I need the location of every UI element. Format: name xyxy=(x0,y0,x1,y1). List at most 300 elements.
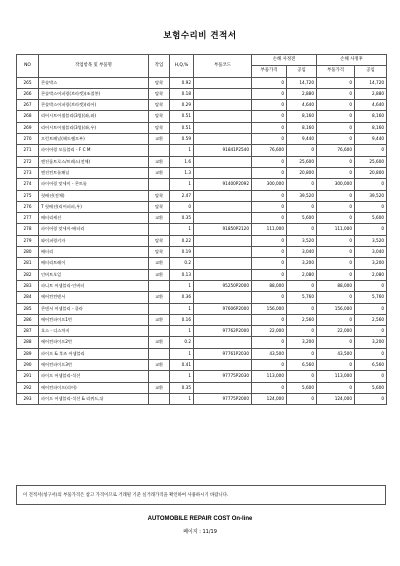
cell-hq: 0.22 xyxy=(170,235,194,246)
cell-before-labor: 6,560 xyxy=(287,360,317,371)
cell-after-part-price: 0 xyxy=(317,201,355,212)
cell-work: 교환 xyxy=(149,337,170,348)
cell-work xyxy=(149,393,170,404)
cell-after-labor: 39,520 xyxy=(355,190,387,201)
cell-before-part-price: 0 xyxy=(252,360,287,371)
cell-no: 284 xyxy=(17,292,39,303)
cell-before-labor: 0 xyxy=(287,348,317,359)
cell-no: 288 xyxy=(17,337,39,348)
cell-after-labor: 6,560 xyxy=(355,360,387,371)
cell-before-part-price: 88,000 xyxy=(252,280,287,291)
cell-before-part-price: 0 xyxy=(252,269,287,280)
cell-after-part-price: 0 xyxy=(317,235,355,246)
cell-before-labor: 0 xyxy=(287,201,317,212)
cell-item: 에어컨파이프3번 xyxy=(39,360,149,371)
cell-hq: 1 xyxy=(170,371,194,382)
table-row xyxy=(17,190,387,201)
cell-code xyxy=(194,337,252,348)
cell-before-part-price: 0 xyxy=(252,77,287,88)
cell-item: 파이어링 모듈블리 - F C M xyxy=(39,145,149,156)
cell-hq: 1.6 xyxy=(170,156,194,167)
cell-hq: 0.18 xyxy=(170,88,194,99)
cell-before-part-price: 0 xyxy=(252,258,287,269)
cell-item: 콘솔박스 xyxy=(39,77,149,88)
cell-item: 에어컨파이프2번 xyxy=(39,337,149,348)
cell-hq: 0.41 xyxy=(170,360,194,371)
cell-after-part-price: 0 xyxy=(317,292,355,303)
cell-before-labor: 0 xyxy=(287,145,317,156)
cell-after-part-price: 111,000 xyxy=(317,224,355,235)
table-row xyxy=(17,235,387,246)
cell-before-labor: 0 xyxy=(287,179,317,190)
cell-before-part-price: 0 xyxy=(252,247,287,258)
cell-item: 엔진룸트로스/트레스(전체) xyxy=(39,156,149,167)
cell-before-labor: 8,160 xyxy=(287,111,317,122)
cell-hq: 0.35 xyxy=(170,213,194,224)
cell-before-part-price: 43,500 xyxy=(252,348,287,359)
cell-after-labor: 25,600 xyxy=(355,156,387,167)
cell-work xyxy=(149,179,170,190)
cell-before-part-price: 0 xyxy=(252,314,287,325)
cell-work: 탈착 xyxy=(149,100,170,111)
cell-item: 배터리트레이 xyxy=(39,258,149,269)
cell-work: 교환 xyxy=(149,382,170,393)
cell-hq: 0.59 xyxy=(170,134,194,145)
cell-before-part-price: 22,000 xyxy=(252,326,287,337)
cell-work xyxy=(149,145,170,156)
cell-item: 파니트 어셈블리-인버터 xyxy=(39,280,149,291)
cell-hq: 0.16 xyxy=(170,314,194,325)
cell-after-part-price: 0 xyxy=(317,77,355,88)
cell-before-part-price: 0 xyxy=(252,235,287,246)
cell-work xyxy=(149,348,170,359)
cell-after-part-price: 156,000 xyxy=(317,303,355,314)
cell-before-part-price: 0 xyxy=(252,156,287,167)
cell-work xyxy=(149,303,170,314)
cell-before-labor: 9,440 xyxy=(287,134,317,145)
cell-before-labor: 2,560 xyxy=(287,314,317,325)
cell-work: 교환 xyxy=(149,156,170,167)
cell-hq: 1.3 xyxy=(170,167,194,178)
cell-code xyxy=(194,314,252,325)
cell-after-part-price: 300,000 xyxy=(317,179,355,190)
cell-after-labor: 0 xyxy=(355,280,387,291)
cell-no: 265 xyxy=(17,77,39,88)
cell-after-part-price: 76,600 xyxy=(317,145,355,156)
header-after-part-price: 부품가격 xyxy=(317,66,355,77)
cell-hq: 1 xyxy=(170,145,194,156)
cell-before-labor: 4,640 xyxy=(287,100,317,111)
header-group-before: 손해 사정전 xyxy=(252,55,317,66)
cell-no: 285 xyxy=(17,303,39,314)
notice-box: 이 견적서(청구서)의 부품가격은 참고 가격이므로 거래될 기준 실거래가격을 확인하여 사용하시기 바랍니다. xyxy=(16,485,386,505)
cell-code: 97775P2000 xyxy=(194,393,252,404)
cell-after-part-price: 0 xyxy=(317,213,355,224)
cell-hq: 0 xyxy=(170,201,194,212)
cell-after-labor: 3,200 xyxy=(355,337,387,348)
cell-after-part-price: 0 xyxy=(317,247,355,258)
table-row xyxy=(17,100,387,111)
cell-after-part-price: 0 xyxy=(317,122,355,133)
cell-work: 탈착 xyxy=(149,88,170,99)
cell-no: 291 xyxy=(17,371,39,382)
table-row xyxy=(17,201,387,212)
cell-no: 280 xyxy=(17,247,39,258)
cell-code xyxy=(194,382,252,393)
cell-item: 헛배선(전체) xyxy=(39,190,149,201)
cell-after-labor: 2,880 xyxy=(355,88,387,99)
cell-item: 엔진컨트롤패널 xyxy=(39,167,149,178)
cell-work: 교환 xyxy=(149,258,170,269)
table-row xyxy=(17,77,387,88)
cell-after-part-price: 0 xyxy=(317,111,355,122)
cell-after-labor: 5,600 xyxy=(355,382,387,393)
cell-no: 282 xyxy=(17,269,39,280)
cell-after-labor: 2,560 xyxy=(355,314,387,325)
table-row xyxy=(17,303,387,314)
cell-item: 에어컨파이프1번 xyxy=(39,314,149,325)
cell-after-part-price: 0 xyxy=(317,337,355,348)
cell-after-labor: 0 xyxy=(355,348,387,359)
cell-item: 호스 - 디스차지 xyxy=(39,326,149,337)
table-row xyxy=(17,247,387,258)
cell-hq: 1 xyxy=(170,348,194,359)
cell-before-part-price: 0 xyxy=(252,382,287,393)
cell-after-labor: 14,720 xyxy=(355,77,387,88)
table-row xyxy=(17,326,387,337)
cell-code xyxy=(194,77,252,88)
table-row xyxy=(17,382,387,393)
page-number: 페이지 : 11/19 xyxy=(183,529,217,535)
cell-before-labor: 25,600 xyxy=(287,156,317,167)
cell-no: 286 xyxy=(17,314,39,325)
header-after-labor: 공임 xyxy=(355,66,387,77)
cell-after-labor: 8,160 xyxy=(355,122,387,133)
cell-before-labor: 8,160 xyxy=(287,122,317,133)
cell-before-labor: 0 xyxy=(287,224,317,235)
cell-after-part-price: 43,500 xyxy=(317,348,355,359)
cell-code: 91841P2540 xyxy=(194,145,252,156)
cell-hq: 0.2 xyxy=(170,337,194,348)
cell-code: 97606P2000 xyxy=(194,303,252,314)
cell-after-labor: 3,520 xyxy=(355,235,387,246)
cell-after-labor: 0 xyxy=(355,303,387,314)
cell-no: 290 xyxy=(17,360,39,371)
cell-item: 파이어링 앗세이-배터리 xyxy=(39,224,149,235)
cell-hq: 0.13 xyxy=(170,269,194,280)
cell-work xyxy=(149,280,170,291)
cell-code xyxy=(194,213,252,224)
cell-hq: 0.29 xyxy=(170,100,194,111)
cell-code xyxy=(194,235,252,246)
cell-before-labor: 0 xyxy=(287,371,317,382)
cell-before-labor: 14,720 xyxy=(287,77,317,88)
cell-after-labor: 3,200 xyxy=(355,258,387,269)
cell-before-labor: 3,520 xyxy=(287,235,317,246)
cell-after-labor: 0 xyxy=(355,326,387,337)
cell-item: 인버트오일 xyxy=(39,269,149,280)
cell-before-labor: 3,200 xyxy=(287,258,317,269)
cell-after-part-price: 0 xyxy=(317,100,355,111)
cell-no: 278 xyxy=(17,224,39,235)
cell-after-labor: 0 xyxy=(355,393,387,404)
cell-hq: 0.51 xyxy=(170,111,194,122)
cell-hq: 0.36 xyxy=(170,292,194,303)
header-no: NO xyxy=(17,55,39,78)
cell-before-labor: 0 xyxy=(287,393,317,404)
cell-after-labor: 4,640 xyxy=(355,100,387,111)
cell-after-labor: 20,800 xyxy=(355,167,387,178)
estimate-table xyxy=(16,54,387,405)
cell-no: 274 xyxy=(17,179,39,190)
cell-after-labor: 5,760 xyxy=(355,292,387,303)
cell-code xyxy=(194,360,252,371)
cell-code: 91850P2120 xyxy=(194,224,252,235)
cell-after-part-price: 0 xyxy=(317,88,355,99)
cell-code xyxy=(194,122,252,133)
table-row xyxy=(17,348,387,359)
table-row xyxy=(17,337,387,348)
cell-work xyxy=(149,326,170,337)
cell-before-labor: 0 xyxy=(287,326,317,337)
cell-before-part-price: 113,000 xyxy=(252,371,287,382)
cell-no: 268 xyxy=(17,111,39,122)
cell-before-labor: 20,800 xyxy=(287,167,317,178)
table-row xyxy=(17,280,387,291)
cell-work: 탈착 xyxy=(149,111,170,122)
cell-code: 97762P2000 xyxy=(194,326,252,337)
cell-hq: 0.51 xyxy=(170,122,194,133)
cell-hq: 1 xyxy=(170,224,194,235)
cell-hq: 1 xyxy=(170,303,194,314)
cell-after-labor: 0 xyxy=(355,201,387,212)
cell-no: 292 xyxy=(17,382,39,393)
cell-work xyxy=(149,224,170,235)
cell-hq: 0.35 xyxy=(170,382,194,393)
cell-work xyxy=(149,371,170,382)
table-row xyxy=(17,314,387,325)
cell-work: 탈착 xyxy=(149,122,170,133)
cell-code xyxy=(194,156,252,167)
cell-item: 에어컨컨텐서 xyxy=(39,292,149,303)
cell-before-part-price: 0 xyxy=(252,100,287,111)
cell-item: 프런트패널(헤드램프부) xyxy=(39,134,149,145)
cell-after-labor: 0 xyxy=(355,145,387,156)
table-row xyxy=(17,167,387,178)
cell-code xyxy=(194,111,252,122)
cell-code xyxy=(194,247,252,258)
cell-work: 탈착 xyxy=(149,201,170,212)
cell-item: 에어컨파이프(리어) xyxy=(39,382,149,393)
cell-work: 탈착 xyxy=(149,235,170,246)
cell-hq: 0.2 xyxy=(170,258,194,269)
cell-before-labor: 2,080 xyxy=(287,269,317,280)
cell-before-labor: 3,040 xyxy=(287,247,317,258)
cell-after-part-price: 22,000 xyxy=(317,326,355,337)
cell-no: 273 xyxy=(17,167,39,178)
cell-no: 289 xyxy=(17,348,39,359)
cell-before-part-price: 0 xyxy=(252,213,287,224)
header-item: 작업항목 및 부품명 xyxy=(39,55,149,78)
cell-no: 272 xyxy=(17,156,39,167)
cell-no: 267 xyxy=(17,100,39,111)
cell-item: 파이프 & 후즈 어셈블리 xyxy=(39,348,149,359)
footer-brand: AUTOMOBILE REPAIR COST On-line xyxy=(147,516,253,522)
cell-code: 91400P2092 xyxy=(194,179,252,190)
table-body xyxy=(17,77,387,405)
cell-before-part-price: 156,000 xyxy=(252,303,287,314)
document-title: 보험수리비 견적서 xyxy=(163,31,237,41)
cell-before-part-price: 0 xyxy=(252,122,287,133)
table-row xyxy=(17,213,387,224)
cell-no: 283 xyxy=(17,280,39,291)
cell-before-part-price: 111,000 xyxy=(252,224,287,235)
cell-code: 97761P2030 xyxy=(194,348,252,359)
cell-item: 파이프 어셈블리-석션 xyxy=(39,371,149,382)
cell-after-part-price: 0 xyxy=(317,167,355,178)
header-work: 작업 xyxy=(149,55,170,78)
cell-after-labor: 0 xyxy=(355,224,387,235)
cell-after-labor: 9,440 xyxy=(355,134,387,145)
cell-before-labor: 0 xyxy=(287,303,317,314)
cell-work: 교환 xyxy=(149,360,170,371)
cell-item: 배터리케선 xyxy=(39,213,149,224)
cell-code: 95250P2000 xyxy=(194,280,252,291)
cell-before-labor: 3,200 xyxy=(287,337,317,348)
cell-before-part-price: 0 xyxy=(252,292,287,303)
cell-code xyxy=(194,292,252,303)
table-row xyxy=(17,360,387,371)
table-row xyxy=(17,371,387,382)
header-before-part-price: 부품가격 xyxy=(252,66,287,77)
cell-work: 교환 xyxy=(149,167,170,178)
cell-no: 277 xyxy=(17,213,39,224)
cell-no: 271 xyxy=(17,145,39,156)
cell-no: 279 xyxy=(17,235,39,246)
cell-after-part-price: 0 xyxy=(317,156,355,167)
cell-no: 270 xyxy=(17,134,39,145)
cell-before-part-price: 124,000 xyxy=(252,393,287,404)
cell-after-part-price: 124,000 xyxy=(317,393,355,404)
cell-after-part-price: 0 xyxy=(317,360,355,371)
cell-before-labor: 5,600 xyxy=(287,213,317,224)
cell-before-part-price: 0 xyxy=(252,337,287,348)
cell-code xyxy=(194,100,252,111)
cell-code xyxy=(194,134,252,145)
cell-item: 리어시트어셈블리(3열)(좌,우) xyxy=(39,122,149,133)
cell-after-part-price: 0 xyxy=(317,382,355,393)
table-row xyxy=(17,122,387,133)
cell-item: 리어시트어셈블리(3열)(좌,좌) xyxy=(39,111,149,122)
cell-work: 탈착 xyxy=(149,190,170,201)
header-hq: H,Q,% xyxy=(170,55,194,78)
cell-before-part-price: 0 xyxy=(252,134,287,145)
cell-before-part-price: 0 xyxy=(252,88,287,99)
cell-before-part-price: 0 xyxy=(252,167,287,178)
cell-item: 와이퍼링키자 xyxy=(39,235,149,246)
cell-before-labor: 39,520 xyxy=(287,190,317,201)
cell-item: T 헛배선(리어퍼퍼,우) xyxy=(39,201,149,212)
cell-no: 269 xyxy=(17,122,39,133)
cell-after-labor: 8,160 xyxy=(355,111,387,122)
cell-item: 파이어링 앗세이 - 콘트롤 xyxy=(39,179,149,190)
cell-no: 266 xyxy=(17,88,39,99)
cell-after-labor: 5,600 xyxy=(355,213,387,224)
cell-item: 배터리 xyxy=(39,247,149,258)
header-code: 부품코드 xyxy=(194,55,252,78)
cell-code xyxy=(194,88,252,99)
cell-code xyxy=(194,167,252,178)
table-row xyxy=(17,156,387,167)
cell-work: 교환 xyxy=(149,269,170,280)
cell-after-labor: 0 xyxy=(355,179,387,190)
table-row xyxy=(17,179,387,190)
cell-hq: 0.19 xyxy=(170,247,194,258)
cell-work: 교환 xyxy=(149,314,170,325)
cell-after-labor: 3,040 xyxy=(355,247,387,258)
table-row xyxy=(17,88,387,99)
cell-before-part-price: 300,000 xyxy=(252,179,287,190)
table-row xyxy=(17,145,387,156)
cell-code xyxy=(194,201,252,212)
cell-hq: 1 xyxy=(170,393,194,404)
cell-code: 97775P2030 xyxy=(194,371,252,382)
cell-no: 293 xyxy=(17,393,39,404)
cell-after-part-price: 0 xyxy=(317,134,355,145)
table-row xyxy=(17,134,387,145)
table-row xyxy=(17,111,387,122)
cell-before-labor: 5,760 xyxy=(287,292,317,303)
cell-after-part-price: 88,000 xyxy=(317,280,355,291)
cell-before-labor: 5,600 xyxy=(287,382,317,393)
table-row xyxy=(17,258,387,269)
header-before-labor: 공임 xyxy=(287,66,317,77)
cell-item: 콘덴서 어셈블리 - 쿨라 xyxy=(39,303,149,314)
cell-hq: 0.92 xyxy=(170,77,194,88)
cell-before-part-price: 0 xyxy=(252,190,287,201)
table-row xyxy=(17,393,387,404)
cell-no: 275 xyxy=(17,190,39,201)
cell-work: 교환 xyxy=(149,292,170,303)
cell-before-part-price: 76,600 xyxy=(252,145,287,156)
table-row xyxy=(17,269,387,280)
cell-before-part-price: 0 xyxy=(252,111,287,122)
cell-no: 281 xyxy=(17,258,39,269)
cell-work: 탈착 xyxy=(149,247,170,258)
cell-after-part-price: 0 xyxy=(317,269,355,280)
cell-after-part-price: 113,000 xyxy=(317,371,355,382)
cell-after-labor: 2,080 xyxy=(355,269,387,280)
cell-code xyxy=(194,269,252,280)
cell-work: 탈착 xyxy=(149,77,170,88)
header-group-after: 손해 사정후 xyxy=(317,55,387,66)
cell-after-part-price: 0 xyxy=(317,258,355,269)
cell-code xyxy=(194,190,252,201)
cell-hq: 1 xyxy=(170,179,194,190)
cell-item: 콘솔박스어퍼링(브라켓)(조절봉) xyxy=(39,88,149,99)
cell-work: 교환 xyxy=(149,134,170,145)
cell-work: 교환 xyxy=(149,213,170,224)
cell-before-labor: 0 xyxy=(287,280,317,291)
cell-hq: 1 xyxy=(170,280,194,291)
table-row xyxy=(17,292,387,303)
cell-before-part-price: 0 xyxy=(252,201,287,212)
cell-no: 276 xyxy=(17,201,39,212)
cell-after-labor: 0 xyxy=(355,371,387,382)
cell-hq: 2.47 xyxy=(170,190,194,201)
table-row xyxy=(17,224,387,235)
cell-before-labor: 2,880 xyxy=(287,88,317,99)
